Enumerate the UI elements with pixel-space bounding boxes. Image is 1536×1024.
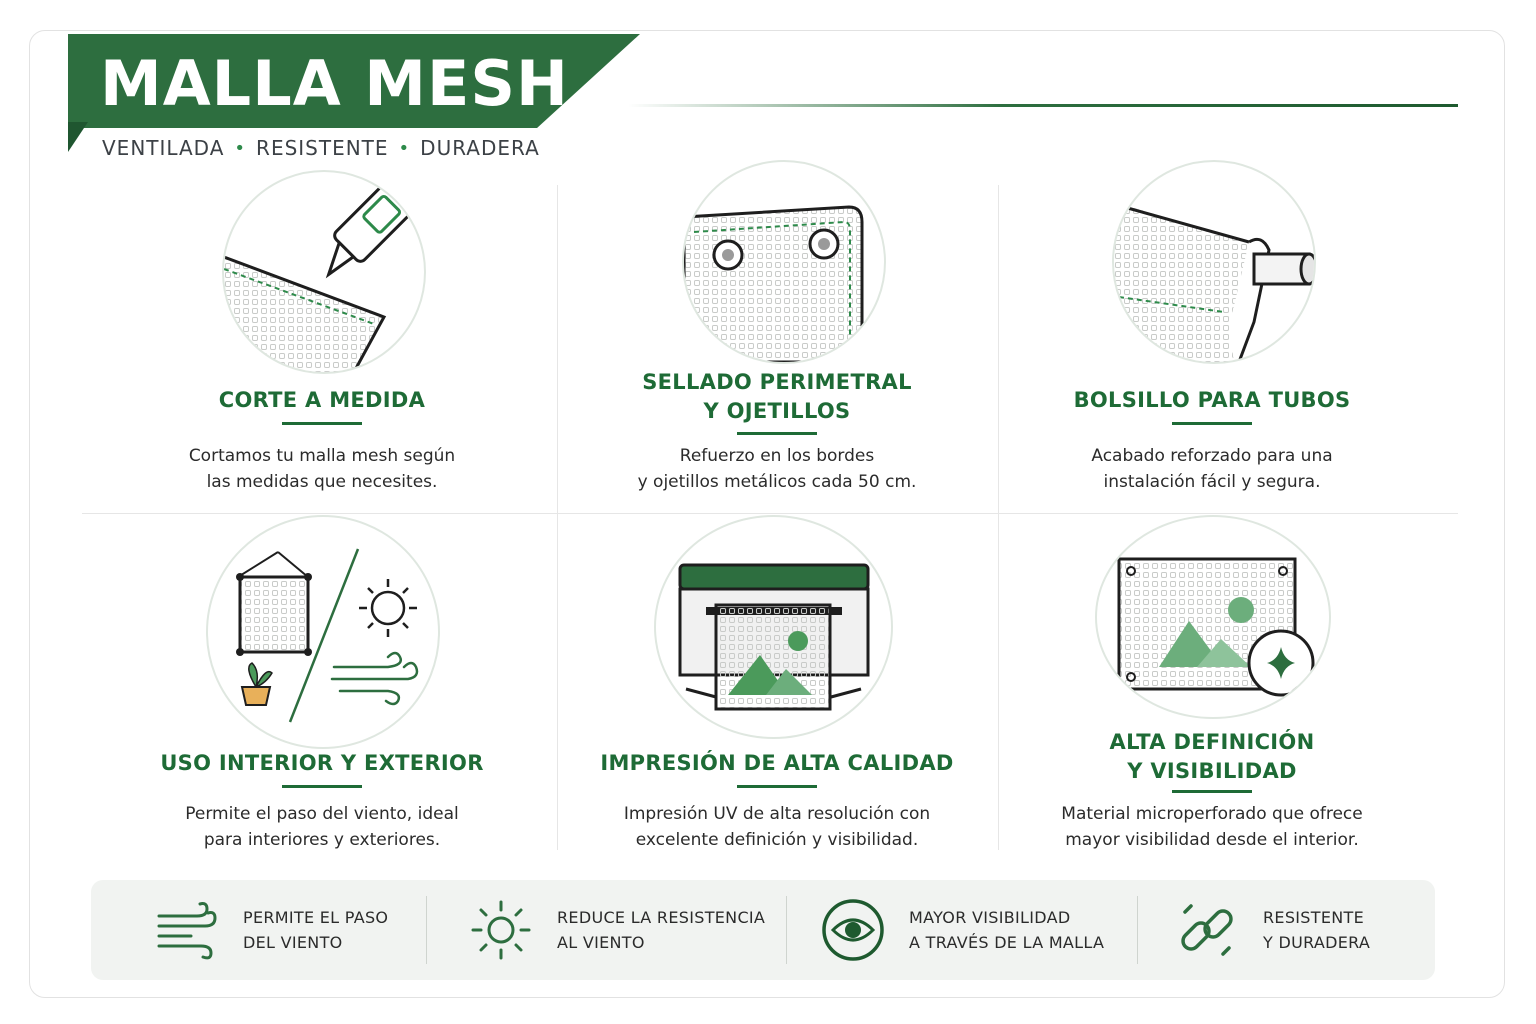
page-title: MALLA MESH (100, 47, 569, 120)
feature-title: SELLADO PERIMETRAL Y OJETILLOS (642, 370, 912, 423)
tag-duradera: DURADERA (420, 136, 540, 160)
benefit-label: MAYOR VISIBILIDAD A TRAVÉS DE LA MALLA (909, 908, 1105, 952)
benefit-wind (155, 880, 388, 980)
feature-description: Acabado reforzado para una instalación fácil y segura. (1091, 446, 1333, 492)
feature-title: BOLSILLO PARA TUBOS (1073, 388, 1351, 412)
grommet-edge-icon (682, 160, 886, 364)
tagline (102, 136, 540, 160)
benefit-separator (786, 896, 787, 964)
title-underline (282, 785, 362, 788)
feature-description: Cortamos tu malla mesh según las medidas que necesites. (188, 446, 456, 492)
benefits-bar (91, 880, 1435, 980)
benefit-separator (426, 896, 427, 964)
benefit-separator (1137, 896, 1138, 964)
feature-title: ALTA DEFINICIÓN Y VISIBILIDAD (1109, 730, 1315, 783)
eye-icon (821, 898, 885, 962)
magnifier-image-icon (1095, 515, 1331, 719)
tag-separator: • (398, 137, 411, 159)
wind-icon (155, 898, 219, 962)
title-underline (1172, 790, 1252, 793)
title-underline (1172, 422, 1252, 425)
benefit-durable (1175, 880, 1370, 980)
benefit-label: PERMITE EL PASO DEL VIENTO (243, 908, 389, 952)
feature-description: Impresión UV de alta resolución con excelente definición y visibilidad. (623, 804, 931, 850)
tag-separator: • (234, 137, 247, 159)
indoor-outdoor-icon (206, 515, 440, 749)
feature-title: USO INTERIOR Y EXTERIOR (160, 751, 484, 775)
tag-ventilada: VENTILADA (102, 136, 225, 160)
tube-pocket-icon (1112, 160, 1316, 364)
title-underline (737, 432, 817, 435)
title-underline (282, 422, 362, 425)
tag-resistente: RESISTENTE (256, 136, 389, 160)
feature-title: IMPRESIÓN DE ALTA CALIDAD (600, 751, 954, 775)
feature-title: CORTE A MEDIDA (218, 388, 426, 412)
chain-link-icon (1175, 898, 1239, 962)
header-rule (628, 104, 1458, 107)
cutter-knife-icon (222, 170, 426, 374)
feature-description: Refuerzo en los bordes y ojetillos metálicos cada 50 cm. (637, 446, 917, 492)
printer-icon (654, 515, 893, 739)
feature-description: Permite el paso del viento, ideal para interiores y exteriores. (185, 804, 459, 850)
benefit-visibility (821, 880, 1104, 980)
feature-description: Material microperforado que ofrece mayor visibilidad desde el interior. (1061, 804, 1363, 850)
title-underline (737, 785, 817, 788)
benefit-label: RESISTENTE Y DURADERA (1263, 908, 1371, 952)
benefit-sun (469, 880, 765, 980)
sun-icon (469, 898, 533, 962)
benefit-label: REDUCE LA RESISTENCIA AL VIENTO (557, 908, 766, 952)
grid-divider (82, 513, 1458, 514)
